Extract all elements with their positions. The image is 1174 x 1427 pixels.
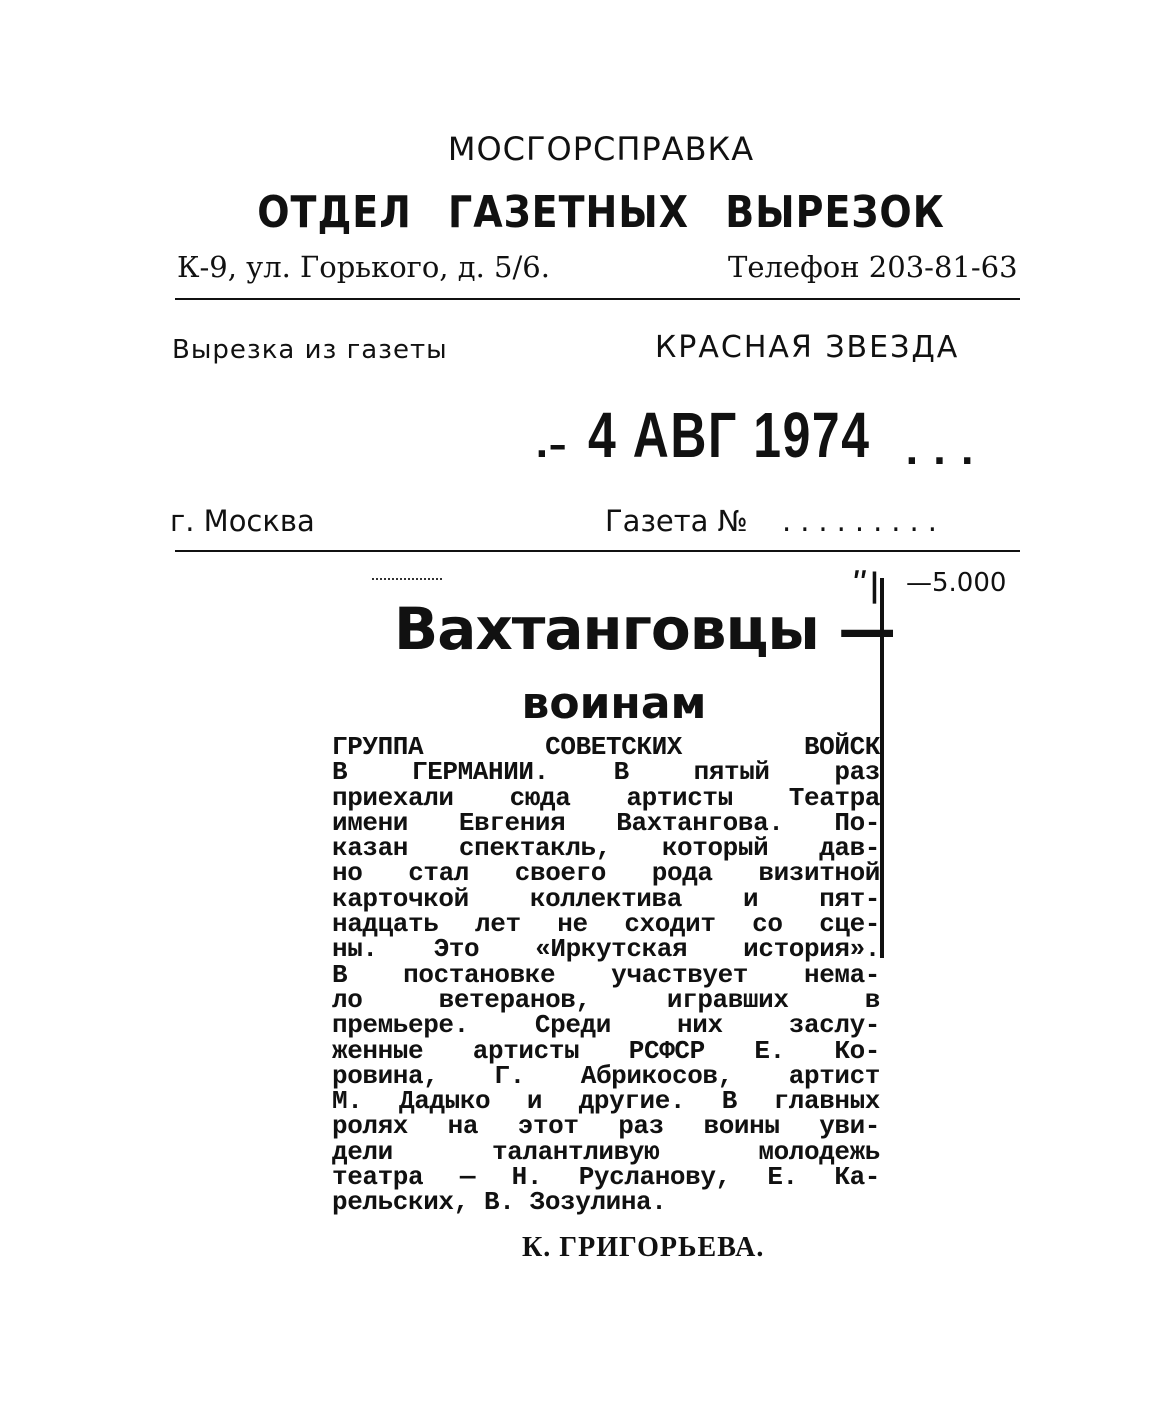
article-line: но стал своего рода визитной (332, 858, 880, 889)
article-line: карточкой коллектива и пят- (332, 883, 880, 914)
issue-label: Газета № (605, 504, 748, 538)
clipping-top-edge (372, 578, 442, 580)
city-label: г. Москва (170, 504, 315, 538)
newspaper-name: КРАСНАЯ ЗВЕЗДА (655, 330, 960, 365)
headline-line-1: Вахтанговцы — (394, 595, 896, 663)
article-line: рельских, В. Зозулина. (332, 1187, 667, 1218)
date-stamp-dash: .– (535, 425, 567, 466)
article-line: приехали сюда артисты Театра (332, 782, 880, 813)
run-mark: —5.000 (906, 568, 1007, 598)
article-line: женные артисты РСФСР Е. Ко- (332, 1035, 880, 1066)
article-line: ны. Это «Иркутская история». (332, 934, 880, 965)
article-line: казан спектакль, который дав- (332, 833, 880, 864)
article-line: театра — Н. Русланову, Е. Ка- (332, 1162, 880, 1193)
date-stamp: 4 АВГ 1974 (588, 399, 871, 471)
article-line: В ГЕРМАНИИ. В пятый раз (332, 757, 880, 788)
article-line: надцать лет не сходит со сце- (332, 909, 880, 940)
article-byline: К. ГРИГОРЬЕВА. (522, 1232, 765, 1263)
department-title: ОТДЕЛ ГАЗЕТНЫХ ВЫРЕЗОК (257, 186, 945, 238)
headline-line-2: воинам (521, 678, 707, 729)
article-line: ло ветеранов, игравших в (332, 984, 880, 1015)
agency-address: К-9, ул. Горького, д. 5/6. (177, 250, 550, 284)
run-mark-glyph: ʺ| (852, 566, 881, 604)
agency-phone: Телефон 203-81-63 (728, 250, 1018, 284)
article-line: М. Дадыко и другие. В главных (332, 1086, 880, 1117)
header-divider (175, 298, 1020, 300)
form-divider (175, 550, 1020, 552)
clipping-label: Вырезка из газеты (172, 335, 448, 365)
article-line: ролях на этот раз воины уви- (332, 1111, 880, 1142)
article-body (332, 732, 880, 1218)
article-line: дели талантливую молодежь (332, 1136, 880, 1167)
issue-number: ......... (782, 504, 946, 538)
article-line: ровина, Г. Абрикосов, артист (332, 1060, 880, 1091)
agency-name: МОСГОРСПРАВКА (447, 130, 755, 168)
article-line: ГРУППА СОВЕТСКИХ ВОЙСК (332, 732, 880, 762)
article-line: имени Евгения Вахтангова. По- (332, 807, 880, 838)
article-line: премьере. Среди них заслу- (332, 1010, 880, 1041)
date-stamp-dots: ... (905, 432, 989, 473)
article-line: В постановке участвует нема- (332, 959, 880, 990)
